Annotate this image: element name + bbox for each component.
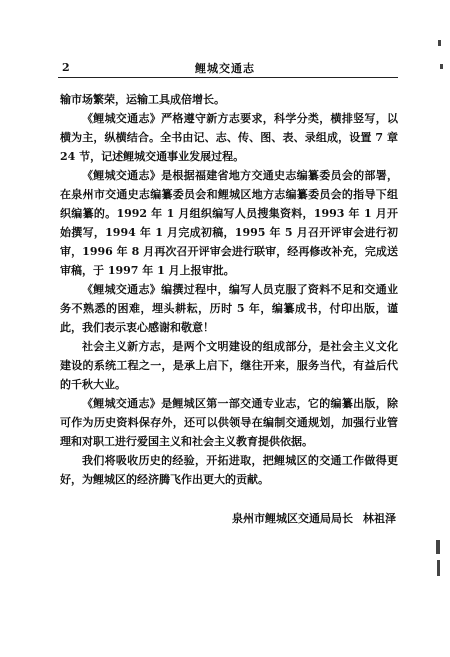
paragraph: 《鲤城交通志》严格遵守新方志要求，科学分类，横排竖写，以横为主，纵横结合。全书由记、志、传、图、表、录组成，设置 7 章 24 节，记述鲤城交通事业发展过程。: [60, 112, 398, 163]
scan-mark: [440, 64, 443, 69]
paragraph: 《鲤城交通志》是根据福建省地方交通史志编纂委员会的部署，在泉州市交通史志编纂委员会和鲤城区地方志编纂委员会的指导下组织编纂的。1992 年 1 月组织编写人员搜集资料，1993 年 1 月开始撰写，1994 年 1 月完成初稿，1995 年 5 月召开评审会进行初审，1996 年 8 月再次召开评审会进行联审，经再修改补充，完成送审稿，于 1997 年 1 月上报审批。: [60, 169, 398, 277]
paragraph: 输市场繁荣，运输工具成倍增长。: [60, 93, 225, 106]
paragraph: 我们将吸收历史的经验，开拓进取，把鲤城区的交通工作做得更好，为鲤城区的经济腾飞作出更大的贡献。: [60, 454, 398, 486]
scan-mark: [438, 40, 441, 46]
scan-mark: [437, 560, 440, 576]
body-text: [60, 90, 398, 489]
header-divider: [58, 77, 398, 78]
running-header-title: 鲤城交通志: [195, 62, 255, 75]
page-number: 2: [62, 61, 70, 74]
scan-mark: [436, 540, 440, 554]
paragraph: 社会主义新方志，是两个文明建设的组成部分，是社会主义文化建设的系统工程之一，是承上启下，继往开来，服务当代，有益后代的千秋大业。: [60, 340, 398, 391]
signature: [232, 510, 396, 526]
signature-org: 泉州市鲤城区交通局局长: [232, 512, 353, 525]
paragraph: 《鲤城交通志》编撰过程中，编写人员克服了资料不足和交通业务不熟悉的困难，埋头耕耘，历时 5 年，编纂成书，付印出版，谨此，我们表示衷心感谢和敬意！: [60, 283, 398, 334]
paragraph: 《鲤城交通志》是鲤城区第一部交通专业志，它的编纂出版，除可作为历史资料保存外，还可以供领导在编制交通规划，加强行业管理和对职工进行爱国主义和社会主义教育提供依据。: [60, 397, 398, 448]
signature-name: 林祖泽: [363, 512, 396, 525]
